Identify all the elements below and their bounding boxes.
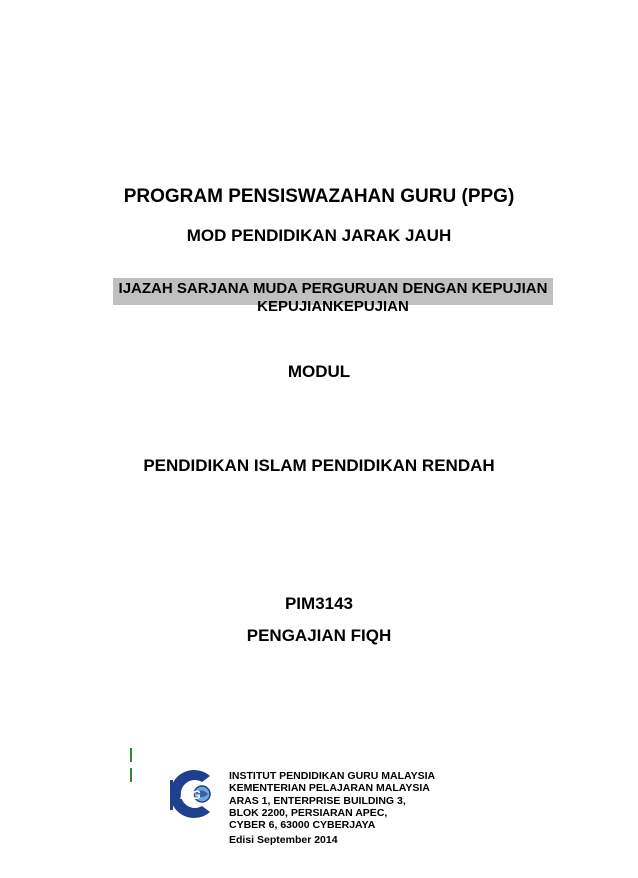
document-title: PROGRAM PENSISWAZAHAN GURU (PPG) — [123, 186, 515, 207]
subject-title: PENDIDIKAN ISLAM PENDIDIKAN RENDAH — [143, 456, 495, 475]
module-label: MODUL — [287, 362, 351, 381]
address-line: ARAS 1, ENTERPRISE BUILDING 3, — [229, 794, 406, 807]
course-code: PIM3143 — [284, 594, 354, 613]
margin-mark — [130, 748, 132, 762]
document-subtitle: MOD PENDIDIKAN JARAK JAUH — [186, 226, 452, 245]
margin-mark — [130, 768, 132, 782]
address-line: BLOK 2200, PERSIARAN APEC, — [229, 806, 388, 819]
svg-text:IPG: IPG — [180, 788, 201, 802]
degree-banner — [113, 278, 553, 315]
address-line: INSTITUT PENDIDIKAN GURU MALAYSIA — [229, 770, 436, 782]
address-line: KEMENTERIAN PELAJARAN MALAYSIA — [229, 782, 430, 795]
degree-line-2: KEPUJIANKEPUJIAN — [257, 298, 409, 315]
address-line: CYBER 6, 63000 CYBERJAYA — [229, 819, 376, 832]
course-name: PENGAJIAN FIQH — [246, 626, 392, 645]
edition-date: Edisi September 2014 — [229, 834, 338, 846]
degree-line-1: IJAZAH SARJANA MUDA PERGURUAN DENGAN KEPUJIAN — [118, 280, 548, 297]
ipg-logo-icon — [166, 768, 218, 820]
institution-address — [229, 770, 435, 831]
